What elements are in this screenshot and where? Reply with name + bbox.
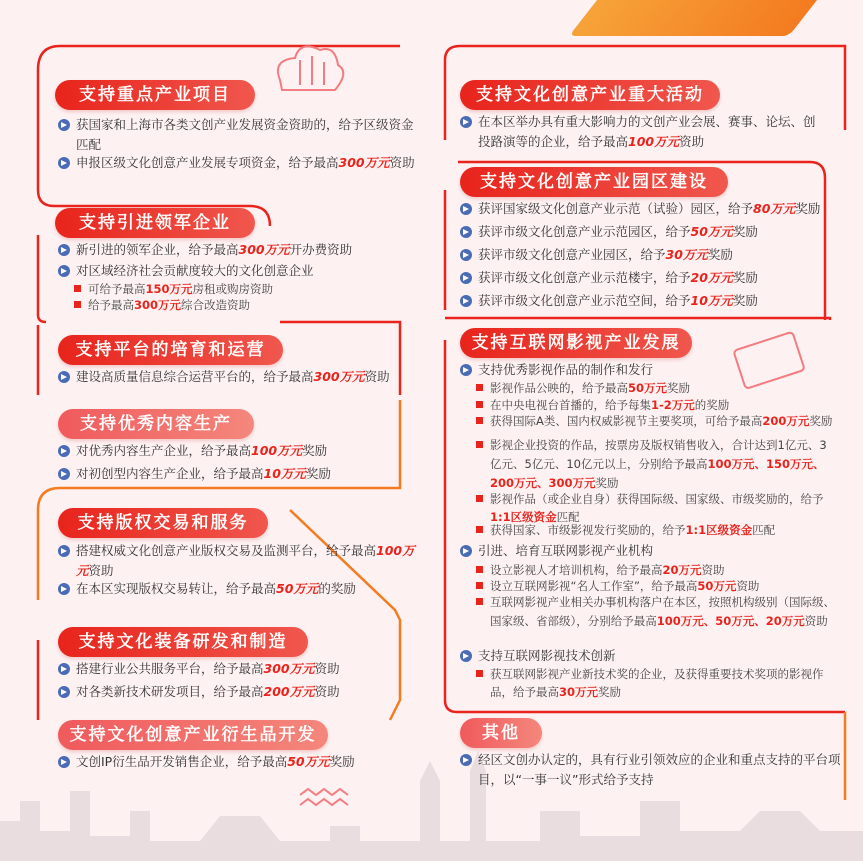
arrow-bullet-icon [460, 754, 472, 766]
square-bullet-icon [476, 417, 483, 424]
list-item: 获评市级文化创意产业示范空间，给予10万元奖励 [460, 291, 838, 311]
arrow-bullet-icon [58, 157, 70, 169]
item-text: 获国家和上海市各类文创产业发展资金资助的，给予区级资金匹配 [76, 117, 414, 152]
arrow-bullet-icon [58, 445, 70, 457]
square-bullet-icon [74, 285, 81, 292]
arrow-bullet-icon [58, 686, 70, 698]
arrow-bullet-icon [58, 244, 70, 256]
arrow-bullet-icon [460, 545, 472, 557]
arrow-bullet-icon [58, 119, 70, 131]
square-bullet-icon [476, 598, 483, 605]
list-item: 获评市级文化创意产业园区，给予30万元奖励 [460, 245, 838, 265]
sub-item: 影视作品公映的，给予最高50万元奖励 [476, 379, 835, 397]
arrow-bullet-icon [460, 295, 472, 307]
sub-item: 互联网影视产业相关办事机构落户在本区，按照机构级别（国际级、国家级、省部级），分别给予最高100万元、50万元、20万元资助 [476, 593, 835, 631]
list-item: 获评国家级文化创意产业示范（试验）园区，给予80万元奖励 [460, 199, 838, 219]
section-title-other: 其他 [460, 718, 542, 748]
section-title-platform: 支持平台的培育和运营 [58, 335, 283, 365]
arrow-bullet-icon [460, 203, 472, 215]
square-bullet-icon [476, 670, 483, 677]
list-item: 搭建权威文化创意产业版权交易及监测平台，给予最高100万元资助 [58, 541, 416, 581]
sub-item: 给予最高300万元综合改造资助 [74, 296, 408, 314]
sub-item: 设立互联网影视“名人工作室”，给予最高50万元资助 [476, 577, 835, 595]
section-title-leading-enterprises: 支持引进领军企业 [55, 208, 255, 238]
arrow-bullet-icon [460, 364, 472, 376]
square-bullet-icon [476, 441, 483, 448]
list-item: 获评市级文化创意产业示范园区，给予50万元奖励 [460, 222, 838, 242]
sub-item: 获得国际A类、国内权威影视节主要奖项，可给予最高200万元奖励 [476, 412, 835, 430]
list-item: 支持优秀影视作品的制作和发行 [460, 360, 838, 380]
arrow-bullet-icon [460, 650, 472, 662]
list-item: 在本区举办具有重大影响力的文创产业会展、赛事、论坛、创投路演等的企业，给予最高100万元资助 [460, 112, 823, 152]
section-title-internet-film: 支持互联网影视产业发展 [460, 328, 692, 358]
list-item [58, 115, 416, 155]
list-item: 新引进的领军企业，给予最高300万元开办费资助 [58, 240, 416, 260]
list-item: 对优秀内容生产企业，给予最高100万元奖励 [58, 441, 416, 461]
section-title-major-events: 支持文化创意产业重大活动 [460, 80, 720, 110]
list-item: 引进、培育互联网影视产业机构 [460, 541, 838, 561]
list-item: 对各类新技术研发项目，给予最高200万元资助 [58, 682, 416, 702]
list-item: 申报区级文化创意产业发展专项资金，给予最高300万元资助 [58, 153, 416, 173]
arrow-bullet-icon [58, 663, 70, 675]
list-item: 建设高质量信息综合运营平台的，给予最高300万元资助 [58, 367, 416, 387]
arrow-bullet-icon [460, 226, 472, 238]
square-bullet-icon [476, 495, 483, 502]
sub-item: 获互联网影视产业新技术奖的企业，及获得重要技术奖项的影视作品，给予最高30万元奖励 [476, 665, 835, 701]
arrow-bullet-icon [58, 545, 70, 557]
sub-item: 获得国家、市级影视发行奖励的，给予1:1区级资金匹配 [476, 521, 835, 539]
list-item: 对区域经济社会贡献度较大的文化创意企业 [58, 261, 416, 281]
sub-item: 设立影视人才培训机构，给予最高20万元资助 [476, 561, 835, 579]
section-title-parks: 支持文化创意产业园区建设 [460, 167, 728, 197]
arrow-bullet-icon [58, 583, 70, 595]
arrow-bullet-icon [460, 272, 472, 284]
section-title-key-projects: 支持重点产业项目 [55, 80, 255, 110]
arrow-bullet-icon [460, 249, 472, 261]
square-bullet-icon [476, 401, 483, 408]
square-bullet-icon [74, 301, 81, 308]
list-item: 经区文创办认定的，具有行业引领效应的企业和重点支持的平台项目，以“一事一议”形式给予支持 [460, 750, 843, 790]
sub-item: 影视企业投资的作品，按票房及版权销售收入，合计达到1亿元、3亿元、5亿元、10亿元以上，分别给予最高100万元、150万元、200万元、300万元奖励 [476, 436, 835, 493]
square-bullet-icon [476, 566, 483, 573]
list-item: 获评市级文化创意产业示范楼宇，给予20万元奖励 [460, 268, 838, 288]
square-bullet-icon [476, 526, 483, 533]
list-item: 搭建行业公共服务平台，给予最高300万元资助 [58, 659, 416, 679]
arrow-bullet-icon [460, 116, 472, 128]
list-item: 支持互联网影视技术创新 [460, 646, 838, 666]
list-item: 在本区实现版权交易转让，给予最高50万元的奖励 [58, 579, 416, 599]
arrow-bullet-icon [58, 756, 70, 768]
arrow-bullet-icon [58, 468, 70, 480]
sub-item: 可给予最高150万元房租或购房资助 [74, 280, 408, 298]
square-bullet-icon [476, 384, 483, 391]
section-title-content: 支持优秀内容生产 [58, 409, 254, 439]
sub-item: 影视作品（或企业自身）获得国际级、国家级、市级奖励的，给予1:1区级资金匹配 [476, 490, 835, 526]
sub-item: 在中央电视台首播的，给予每集1-2万元的奖励 [476, 396, 835, 414]
section-title-copyright: 支持版权交易和服务 [58, 508, 268, 538]
list-item: 文创IP衍生品开发销售企业，给予最高50万元奖励 [58, 752, 416, 772]
arrow-bullet-icon [58, 371, 70, 383]
section-title-derivatives: 支持文化创意产业衍生品开发 [58, 720, 328, 750]
arrow-bullet-icon [58, 265, 70, 277]
square-bullet-icon [476, 582, 483, 589]
list-item: 对初创型内容生产企业，给予最高10万元奖励 [58, 464, 416, 484]
section-title-equipment: 支持文化装备研发和制造 [58, 627, 308, 657]
